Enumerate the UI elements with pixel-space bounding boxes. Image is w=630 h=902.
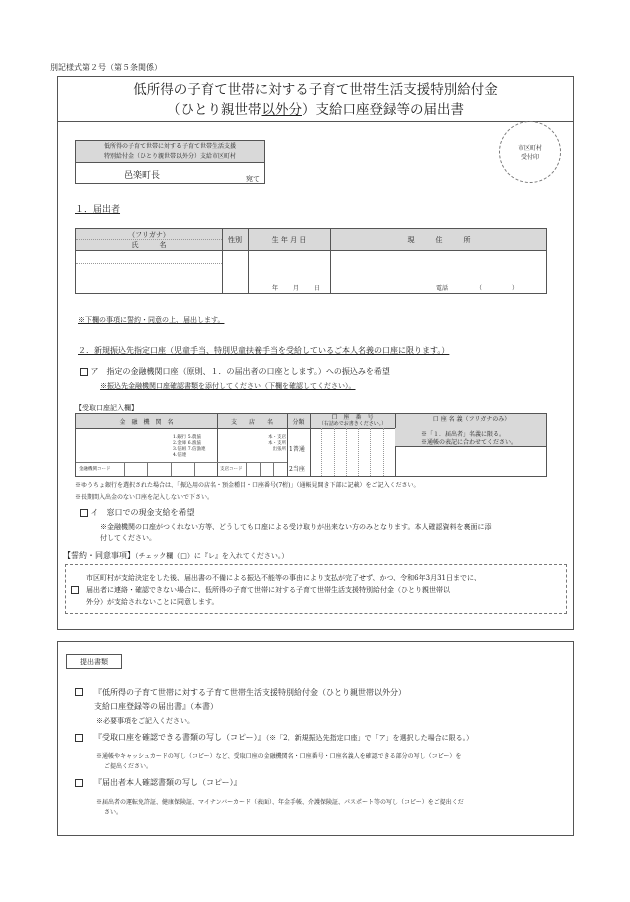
- doc-item2-note: ※通帳やキャッシュカードの写し（コピー）など、受取口座の金融機関名・口座番号・口座名義人を確認できる部分の写し（コピー）を ご提出ください。: [96, 753, 462, 770]
- account-table: [75, 413, 547, 477]
- pledge-checkbox[interactable]: [71, 586, 79, 594]
- yucho-note: ※ゆうちょ銀行を選択された場合は、「振込用の店名・預金種目・口座番号(7桁)」（通帳見開き下部に記載）をご記入ください。: [75, 482, 420, 489]
- furigana-label: （フリガナ）: [128, 231, 170, 239]
- municipality-box: [75, 140, 265, 184]
- documents-title: 提出書類: [66, 654, 122, 669]
- doc-item3: [75, 778, 83, 787]
- page-title: [57, 80, 574, 120]
- account-section-label: 【受取口座記入欄】: [75, 404, 138, 412]
- title-line1: 低所得の子育て世帯に対する子育て世帯生活支援特別給付金: [133, 82, 498, 98]
- bank-code-label: 金融機関コード: [79, 467, 111, 472]
- branch-code-label: 支店コード: [220, 467, 243, 472]
- pledge-heading: 【誓約・同意事項】（チェック欄（□）に『レ』を入れてください。）: [63, 551, 289, 560]
- sex-label: 性別: [228, 236, 242, 244]
- option-a: [80, 366, 390, 377]
- col-number: 口 座 番 号 （右詰めでお書きください。）: [318, 414, 387, 427]
- phone-paren: （ ）: [476, 285, 519, 292]
- doc-item2-text: 『受取口座を確認できる書類の写し（コピー）』（※「2．新規振込先指定口座」で「ア」を選択した場合に限る。）: [94, 733, 474, 742]
- option-i-note2: 付してください。: [100, 534, 156, 542]
- col-bank: 金 融 機 関 名: [119, 419, 174, 426]
- doc-item3-checkbox[interactable]: [75, 779, 83, 787]
- acct-type-ordinary: 1普通: [289, 446, 305, 453]
- col-holder: 口 座 名 義（フリガナのみ）: [432, 416, 511, 423]
- holder-note2: ※通帳の表記に合わせてください。: [421, 439, 518, 446]
- applicant-table: [75, 228, 547, 294]
- phone-label: 電話: [436, 285, 449, 292]
- municipality-header: 低所得の子育て世帯に対する子育て世帯生活支援 特別給付金（ひとり親世帯以外分）支給市区町村: [76, 141, 264, 163]
- birthdate-label: 生 年 月 日: [271, 236, 307, 244]
- day-label: 日: [314, 285, 321, 292]
- address-label: 現 住 所: [407, 236, 471, 244]
- title-divider: [57, 121, 574, 122]
- doc-item1-note: ※必要事項をご記入ください。: [96, 717, 194, 725]
- branch-type-list: 本・支店 本・支所 出張所: [268, 435, 286, 452]
- doc-item3-text: 『届出者本人確認書類の写し（コピー）』: [94, 778, 242, 787]
- doc-item1: [75, 687, 83, 696]
- option-i-note1: ※金融機関の口座がつくれない方等、どうしても口座による受け取りが出来ない方のみとなります。本人確認資料を裏面に添: [100, 523, 492, 531]
- doc-item3-note: ※届出者の運転免許証、健康保険証、マイナンバーカード（表面）、年金手帳、介護保険証、パスポート等の写し（コピー）をご提出くだ さい。: [96, 799, 464, 816]
- dormant-note: ※長期間入出金のない口座を記入しないで下さい。: [75, 494, 214, 501]
- doc-item1-text: 『低所得の子育て世帯に対する子育て世帯生活支援特別給付金（ひとり親世帯以外分） 支給口座登録等の届出書』（本書）: [94, 688, 406, 711]
- bank-code-boxes[interactable]: [124, 462, 217, 476]
- title-line2: （ひとり親世帯以外分）支給口座登録等の届出書: [167, 102, 464, 118]
- pledge-box: [65, 564, 567, 614]
- option-i-label: イ 窓口での現金支給を希望: [90, 508, 195, 517]
- holder-note1: ※「１．届出者」名義に限る。: [421, 431, 506, 438]
- col-type: 分類: [292, 419, 305, 426]
- reception-stamp-area: 市区町村 受付印: [499, 121, 561, 183]
- account-number-boxes[interactable]: [310, 428, 395, 476]
- option-a-checkbox[interactable]: [80, 368, 88, 376]
- doc-item1-checkbox[interactable]: [75, 688, 83, 696]
- option-i-checkbox[interactable]: [80, 509, 88, 517]
- year-label: 年: [272, 285, 279, 292]
- form-id: 別記様式第２号（第５条関係）: [50, 63, 162, 72]
- addressee: 宛て: [246, 175, 260, 183]
- doc-item2-checkbox[interactable]: [75, 734, 83, 742]
- doc-item2: [75, 733, 83, 742]
- option-i: [80, 507, 195, 518]
- option-a-note: ※振込先金融機関口座確認書類を添付してください（下欄を確認してください）。: [100, 382, 356, 390]
- section1-heading: １．届出者: [75, 205, 121, 215]
- mayor-name: 邑楽町長: [124, 171, 161, 181]
- pledge-text: 市区町村が支給決定をした後、届出書の不備による振込不能等の事由により支払が完了せず、かつ、令和6年3月31日までに、 届出者に連絡・確認できない場合に、低所得の子育て世帯に対する子育て世帯生活支援特別給付金（ひとり親世帯以 外分）が支給されないことに同意します。: [86, 574, 481, 606]
- section2-heading: ２．新規振込先指定口座（児童手当、特別児童扶養手当を受給しているご本人名義の口座に限ります。）: [78, 346, 450, 355]
- option-a-label: ア 指定の金融機関口座（原則、１．の届出者の口座とします。）への振込みを希望: [90, 367, 390, 376]
- col-branch: 支 店 名: [230, 419, 273, 426]
- branch-code-boxes[interactable]: [246, 462, 287, 476]
- name-label: 氏 名: [131, 241, 167, 249]
- month-label: 月: [293, 285, 300, 292]
- bank-type-list: 1.銀行 5.農協 2.金庫 6.漁協 3.信組 7.信漁連 4.信連: [173, 435, 206, 458]
- consent-note: ※下欄の事項に誓約・同意の上、届出します。: [78, 316, 225, 324]
- acct-type-current: 2当座: [289, 466, 305, 473]
